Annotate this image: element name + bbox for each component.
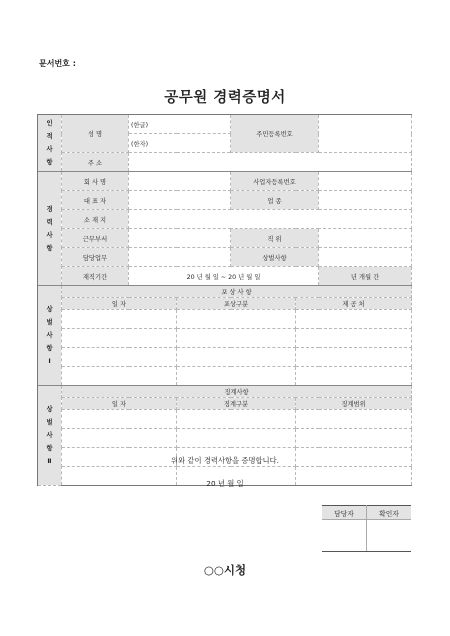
penalties-col-date: 일 자 xyxy=(62,398,177,410)
penalties-section-text: 상 벌 사 항 Ⅱ xyxy=(46,406,53,465)
awards-col-date: 일 자 xyxy=(62,298,177,310)
personal-section-text: 인 적 사 항 xyxy=(46,120,53,166)
period-field[interactable]: 20 년 월 일 ~ 20 년 월 일 xyxy=(129,267,319,286)
awards-row-type[interactable] xyxy=(177,329,296,348)
ceo-label: 대 표 자 xyxy=(62,191,129,210)
business-number-label: 사업자등록번호 xyxy=(231,172,319,191)
duty-label: 담당업무 xyxy=(62,248,129,267)
career-section-text: 경 력 사 항 xyxy=(46,205,53,252)
penalties-row-type[interactable] xyxy=(177,410,296,429)
penalties-row-scope[interactable] xyxy=(296,429,412,448)
company-field[interactable] xyxy=(129,172,231,191)
penalties-row-date[interactable] xyxy=(62,429,177,448)
period-label: 재직기간 xyxy=(62,267,129,286)
awards-row-issuer[interactable] xyxy=(296,329,412,348)
awards-row-issuer[interactable] xyxy=(296,367,412,386)
manager-label: 담당자 xyxy=(322,506,367,520)
checker-signature-field[interactable] xyxy=(367,520,412,552)
awards-row-date[interactable] xyxy=(62,310,177,329)
awards-header: 포 상 사 항 xyxy=(62,286,412,298)
duty-field[interactable] xyxy=(129,248,231,267)
department-field[interactable] xyxy=(129,229,231,248)
industry-label: 업 종 xyxy=(231,191,319,210)
location-field[interactable] xyxy=(129,210,412,229)
name-label: 성 명 xyxy=(62,115,129,153)
career-section-label xyxy=(38,172,62,286)
confirmation-text: 위와 같이 경력사항을 증명합니다. xyxy=(171,456,279,465)
penalties-col-type: 징계구분 xyxy=(177,398,296,410)
discipline-field[interactable] xyxy=(319,248,412,267)
page-title: 공무원 경력증명서 xyxy=(164,90,286,106)
checker-label: 확인자 xyxy=(367,506,412,520)
company-label: 회 사 명 xyxy=(62,172,129,191)
awards-row-date[interactable] xyxy=(62,329,177,348)
awards-section-text: 상 벌 사 항 Ⅰ xyxy=(46,306,53,365)
position-label: 직 위 xyxy=(231,229,319,248)
awards-row-type[interactable] xyxy=(177,348,296,367)
personal-section-label xyxy=(38,115,62,172)
penalties-row-date[interactable] xyxy=(62,410,177,429)
penalties-row-scope[interactable] xyxy=(296,410,412,429)
issuer-city-hall: ○○시청 xyxy=(203,563,247,577)
address-label: 주 소 xyxy=(62,153,129,172)
awards-col-issuer: 제 공 처 xyxy=(296,298,412,310)
awards-row-issuer[interactable] xyxy=(296,348,412,367)
approval-box xyxy=(322,505,411,552)
position-field[interactable] xyxy=(319,229,412,248)
awards-col-type: 포상구분 xyxy=(177,298,296,310)
awards-row-issuer[interactable] xyxy=(296,310,412,329)
name-hangul-field[interactable]: (한글) xyxy=(129,115,231,134)
awards-row-date[interactable] xyxy=(62,348,177,367)
manager-signature-field[interactable] xyxy=(322,520,367,552)
department-label: 근무부서 xyxy=(62,229,129,248)
location-label: 소 재 지 xyxy=(62,210,129,229)
discipline-label: 상벌사항 xyxy=(231,248,319,267)
awards-row-type[interactable] xyxy=(177,310,296,329)
awards-section-label xyxy=(38,286,62,386)
business-number-field[interactable] xyxy=(319,172,412,191)
awards-row-date[interactable] xyxy=(62,367,177,386)
penalties-row-type[interactable] xyxy=(177,429,296,448)
years-field[interactable]: 년 개월 간 xyxy=(319,267,412,286)
resident-number-field[interactable] xyxy=(319,115,412,153)
address-field[interactable] xyxy=(129,153,412,172)
career-certificate-form xyxy=(37,114,412,486)
name-hanja-field[interactable]: (한자) xyxy=(129,134,231,153)
awards-row-type[interactable] xyxy=(177,367,296,386)
resident-number-label: 주민등록번호 xyxy=(231,115,319,153)
document-number-label: 문서번호 : xyxy=(39,59,76,68)
penalties-col-scope: 징계범위 xyxy=(296,398,412,410)
industry-field[interactable] xyxy=(319,191,412,210)
issue-date-line: 20 년 월 일 xyxy=(206,479,244,488)
penalties-section-label xyxy=(38,386,62,486)
ceo-field[interactable] xyxy=(129,191,231,210)
penalties-header: 징계사항 xyxy=(62,386,412,398)
